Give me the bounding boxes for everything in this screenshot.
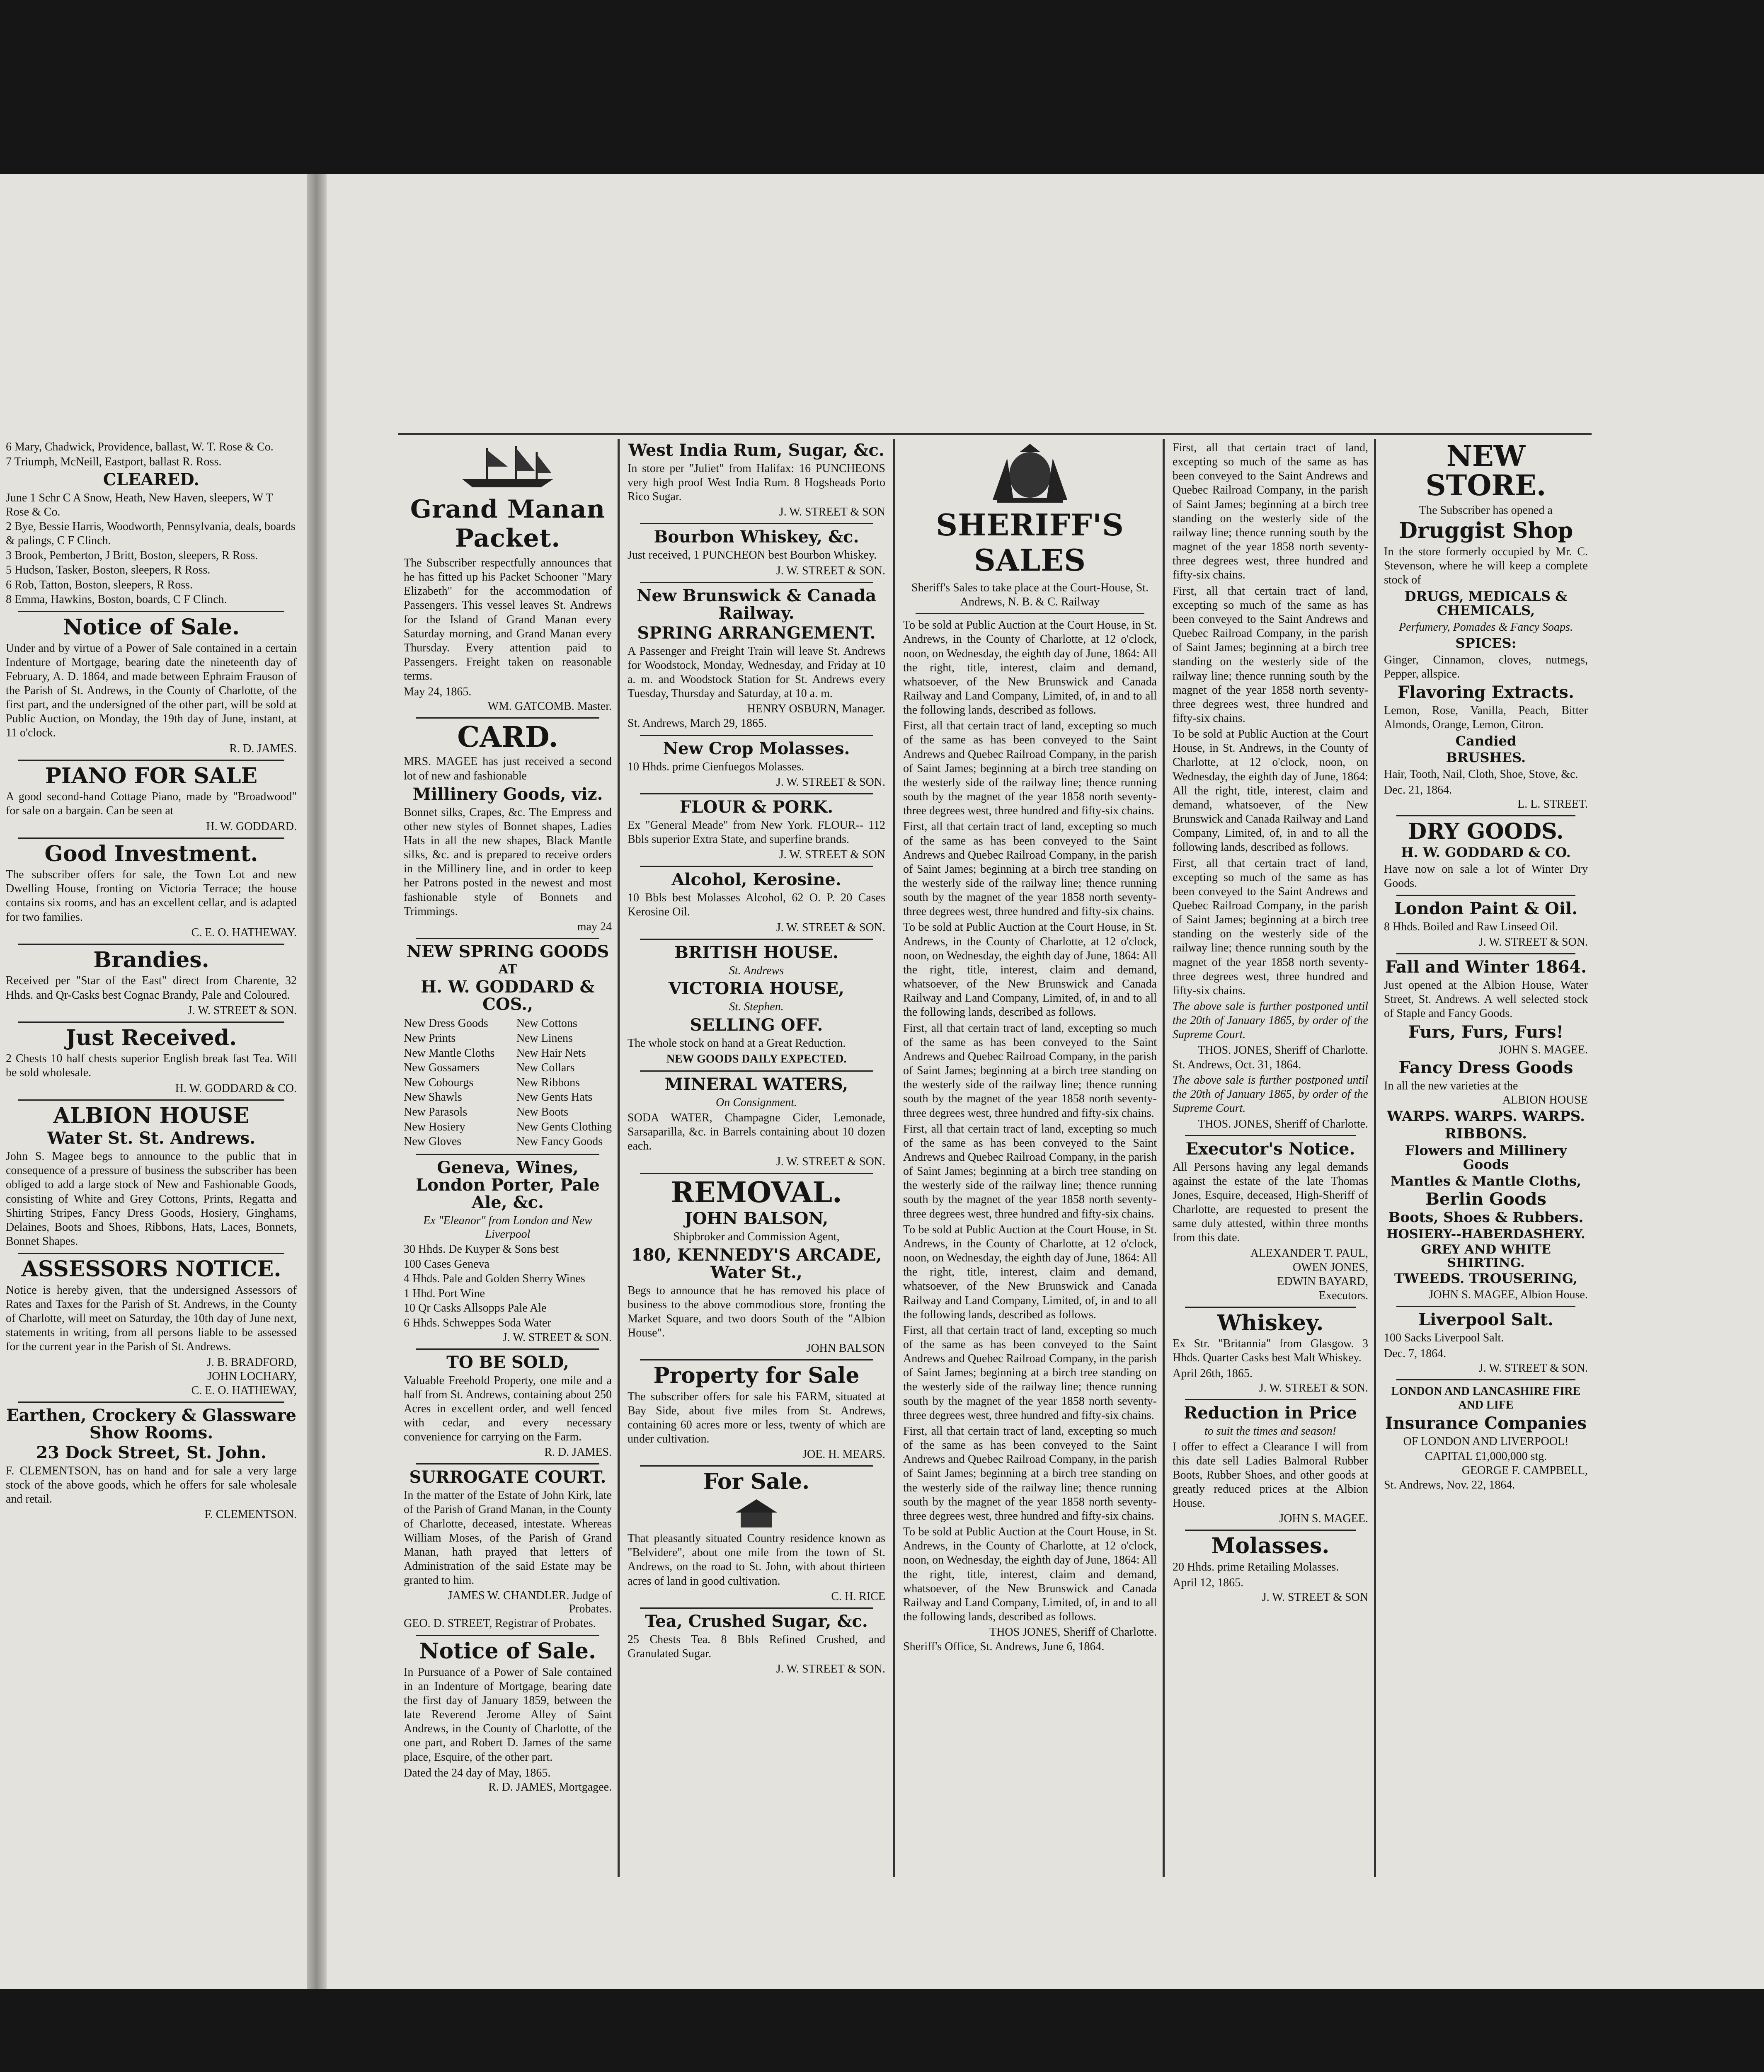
ad-signature: JAMES W. CHANDLER. Judge of Probates. [448, 1589, 612, 1616]
ad-title: ALBION HOUSE [53, 1103, 250, 1128]
list-item: New Gents Clothing [516, 1120, 612, 1133]
ad-subtitle: St. Andrews [729, 964, 784, 977]
ad-body: Ginger, Cinnamon, cloves, nutmegs, Pepper, allspice. [1384, 653, 1588, 680]
divider [416, 1154, 599, 1155]
divider [18, 760, 284, 761]
divider [416, 717, 599, 719]
ad-title: Geneva, Wines, London Porter, Pale Ale, &c. [416, 1157, 600, 1212]
ad-body: The subscriber offers for sale his FARM, situated at Bay Side, about five miles from St. Andrews, containing 60 acres more or less, twenty of which are under cultivation. [628, 1390, 885, 1446]
ad-body: The above sale is further postponed until the 20th of January 1865, by order of the Supreme Court. [1173, 1074, 1368, 1115]
column-left [0, 439, 303, 1890]
ad-subtitle: AT [499, 962, 517, 977]
ad-title: Alcohol, Kerosine. [671, 870, 841, 890]
ad-signature: JOHN BALSON [806, 1342, 885, 1355]
ad-date: Dec. 21, 1864. [1384, 783, 1452, 796]
ad-subtitle: SPICES: [1455, 635, 1517, 651]
ad-signature: EDWIN BAYARD, [1277, 1275, 1368, 1288]
spring-goods-right [516, 1016, 612, 1149]
divider [18, 944, 284, 945]
ad-signature: GEORGE F. CAMPBELL, [1461, 1464, 1588, 1477]
list-item: New Prints [404, 1032, 456, 1045]
ad-body: To be sold at Public Auction at the Court House, in St. Andrews, in the County of Charlotte, at 12 o'clock, noon, on Wednesday, the eighth day of June, 1864: All the right, title, interest, claim and demand, whatsoever, of the New Brunswick and Canada Railway and Land Company, Limited, of, in and to all the following lands, described as follows. [903, 1525, 1157, 1623]
ad-body: Bonnet silks, Crapes, &c. The Empress and other new styles of Bonnet shapes, Ladies Hats in all the new shapes, Black Mantle silks, &c. and is prepared to receive orders in the Millinery line, and in order to keep her Patrons posted in the newest and most fashionable style of Bonnets and Trimmings. [404, 806, 612, 918]
ad-signature: JOHN LOCHARY, [207, 1370, 297, 1383]
ad-body: 25 Chests Tea. 8 Bbls Refined Crushed, and Granulated Sugar. [628, 1633, 885, 1660]
cleared-line: June 1 Schr C A Snow, Heath, New Haven, sleepers, W T Rose & Co. [6, 491, 273, 518]
list-item: 1 Hhd. Port Wine [404, 1287, 485, 1300]
divider [1185, 1307, 1356, 1308]
ad-body: Valuable Freehold Property, one mile and a half from St. Andrews, containing about 250 Acres in excellent order, and well fenced with cedar, and every necessary convenience for carrying on the Farm. [404, 1374, 612, 1444]
ad-body: 20 Hhds. prime Retailing Molasses. [1173, 1561, 1339, 1574]
ad-body: First, all that certain tract of land, excepting so much of the same as has been conveyed to the Saint Andrews and Quebec Railroad Company, in the parish of Saint James; beginning at a birch tree standing on the westerly side of the railway line; thence running south by the magnet of the year 1858 north seventy-three degrees west, three hundred and fifty-six chains. [1173, 857, 1368, 997]
ad-body: Have now on sale a lot of Winter Dry Goods. [1384, 862, 1588, 890]
list-item: New Gossamers [404, 1061, 480, 1075]
ad-title: TWEEDS. TROUSERING, [1394, 1271, 1578, 1287]
ad-signature: GEO. D. STREET, Registrar of Probates. [404, 1617, 596, 1630]
ad-signature: J. W. STREET & SON [1262, 1590, 1368, 1604]
ad-title: GREY AND WHITE SHIRTING. [1421, 1242, 1551, 1270]
ad-body: 100 Sacks Liverpool Salt. [1384, 1331, 1504, 1345]
ad-title: SELLING OFF. [690, 1015, 823, 1035]
divider [640, 793, 873, 794]
divider [640, 1070, 873, 1072]
divider [18, 1021, 284, 1023]
list-item: 6 Hhds. Schweppes Soda Water [404, 1316, 551, 1329]
ad-body: The above sale is further postponed until the 20th of January 1865, by order of the Supreme Court. [1173, 1000, 1368, 1041]
divider [416, 1463, 599, 1464]
ad-title: Boots, Shoes & Rubbers. [1388, 1209, 1584, 1226]
ad-body: All Persons having any legal demands against the estate of the late Thomas Jones, Esquire, deceased, High-Sheriff of Charlotte, are requested to present the same duly attested, within three months from this date. [1173, 1160, 1368, 1244]
ad-signature: THOS JONES, Sheriff of Charlotte. [989, 1626, 1157, 1639]
ad-title: Whiskey. [1217, 1310, 1324, 1336]
ad-body: Begs to announce that he has removed his place of business to the above commodious store, fronting the Market Square, and two doors South of the "Albion House". [628, 1284, 885, 1340]
ad-signature: C. E. O. HATHEWAY. [191, 926, 297, 939]
list-item: 10 Qr Casks Allsopps Pale Ale [404, 1302, 547, 1315]
divider [416, 1348, 599, 1350]
ad-title: Molasses. [1211, 1533, 1330, 1559]
ad-signature: J. W. STREET & SON. [776, 1662, 885, 1675]
ad-body: In the matter of the Estate of John Kirk, late of the Parish of Grand Manan, in the County of Charlotte, deceased, intestate. Whereas William Moses, of the Parish of Grand Manan, hath prayed that letters of Administration of the said Estate may be granted to him. [404, 1489, 612, 1587]
ad-title: SHERIFF'S SALES [936, 507, 1124, 578]
ad-title: Notice of Sale. [419, 1639, 596, 1664]
ad-title: Fall and Winter 1864. [1385, 957, 1587, 977]
divider [916, 613, 1144, 614]
ad-signature: J. W. STREET & SON. [1259, 1382, 1368, 1395]
ad-signature: J. W. STREET & SON. [776, 921, 885, 934]
ad-body: Hair, Tooth, Nail, Cloth, Shoe, Stove, &c. [1384, 767, 1578, 781]
ad-body: First, all that certain tract of land, excepting so much of the same as has been conveyed to the Saint Andrews and Quebec Railroad Company, in the parish of Saint James; beginning at a birch tree standing on the westerly side of the railway line; thence running south by the magnet of the year 1858 north seventy-three degrees west, three hundred and fifty-six chains. [903, 820, 1157, 918]
ad-title: Insurance Companies [1385, 1413, 1587, 1433]
ad-body: To be sold at Public Auction at the Court House, in St. Andrews, in the County of Charlotte, at 12 o'clock, noon, on Wednesday, the eighth day of June, 1864: All the right, title, interest, claim and demand, whatsoever, of the New Brunswick and Canada Railway and Land Company, Limited, of, in and to all the following lands, described as follows. [903, 1223, 1157, 1321]
ad-subtitle: Sheriff's Sales to take place at the Court-House, St. Andrews, N. B. & C. Railway [911, 581, 1149, 608]
ad-body: In all the new varieties at the [1384, 1079, 1518, 1092]
divider [416, 938, 599, 939]
ad-title: Bourbon Whiskey, &c. [654, 527, 859, 547]
ad-title: Druggist Shop [1398, 518, 1573, 544]
column-rule [893, 439, 895, 1877]
ad-title: Reduction in Price [1184, 1403, 1357, 1423]
list-item: New Parasols [404, 1106, 468, 1119]
ad-title: MINERAL WATERS, [664, 1074, 848, 1094]
shipping-line: 6 Mary, Chadwick, Providence, ballast, W. T. Rose & Co. [6, 441, 274, 453]
ad-title: Earthen, Crockery & Glassware Show Rooms. [6, 1405, 296, 1443]
cleared-line: 2 Bye, Bessie Harris, Woodworth, Pennsylvania, deals, boards & palings, C F Clinch. [6, 520, 296, 547]
ad-signature: C. E. O. HATHEWAY, [191, 1384, 297, 1397]
ad-signature: J. W. STREET & SON. [1478, 936, 1588, 949]
list-item: New Ribbons [516, 1076, 580, 1089]
ad-body: Just opened at the Albion House, Water Street, St. Andrews. A well selected stock of Staple and Fancy Goods. [1384, 979, 1588, 1020]
ad-title: Good Investment. [44, 841, 258, 867]
ad-body: John S. Magee begs to announce to the public that in consequence of a pressure of business the subscriber has been obliged to add a large stock of New and Fashionable Goods, consisting of White and Grey Cottons, Prints, Regatta and Shirting Stripes, Fancy Dress Goods, Hosiery, Ginghams, Delaines, Boots and Shoes, Ribbons, Hats, Laces, Bonnets, Bonnet Shapes. [6, 1150, 297, 1248]
ad-body: 2 Chests 10 half chests superior English break fast Tea. Will be sold wholesale. [6, 1052, 297, 1080]
ad-body: First, all that certain tract of land, excepting so much of the same as has been conveyed to the Saint Andrews and Quebec Railroad Company, in the parish of Saint James; beginning at a birch tree standing on the westerly side of the railway line; thence running south by the magnet of the year 1858 north seventy-three degrees west, three hundred and fifty-six chains. [903, 719, 1157, 818]
ad-body: The subscriber offers for sale, the Town Lot and new Dwelling House, fronting on Victoria Terrace; the house contains six rooms, and has an excellent cellar, and is adapted for two families. [6, 868, 297, 924]
ad-subtitle: JOHN BALSON, [684, 1209, 829, 1229]
ad-body: SODA WATER, Champagne Cider, Lemonade, Sarsaparilla, &c. in Barrels containing about 10 dozen each. [628, 1111, 885, 1153]
ad-title: Executor's Notice. [1185, 1139, 1355, 1159]
ad-body: 10 Bbls best Molasses Alcohol, 62 O. P. 20 Cases Kerosine Oil. [628, 891, 885, 919]
ad-title: FLOUR & PORK. [679, 797, 834, 817]
ad-subtitle: Ex "Eleanor" from London and New Liverpool [423, 1214, 592, 1241]
newspaper-page [0, 174, 1764, 1989]
ad-body: In Pursuance of a Power of Sale contained in an Indenture of Mortgage, bearing date the first day of January 1859, between the late Reverend Jerome Alley of Saint Andrews, in the County of Charlotte, of the one part, and Robert D. James of the same place, Esquire, of the other part. [404, 1665, 612, 1764]
ad-date: St. Andrews, Nov. 22, 1864. [1384, 1479, 1515, 1492]
column-2 [398, 439, 618, 1890]
ad-title: Brandies. [93, 947, 209, 973]
ad-date: Sheriff's Office, St. Andrews, June 6, 1864. [903, 1640, 1105, 1653]
ad-date: St. Andrews, Oct. 31, 1864. [1173, 1058, 1301, 1071]
ad-body: I offer to effect a Clearance I will from this date sell Ladies Balmoral Rubber Boots, Rubber Shoes, and other goods at greatly reduced prices at the Albion House. [1173, 1440, 1368, 1510]
divider [18, 838, 284, 839]
divider [640, 1607, 873, 1609]
ad-signature: J. W. STREET & SON. [502, 1331, 612, 1344]
ad-subtitle: OF LONDON AND LIVERPOOL! [1403, 1435, 1569, 1448]
ad-signature: J. B. BRADFORD, [206, 1356, 297, 1369]
divider [640, 866, 873, 867]
ad-body: A good second-hand Cottage Piano, made by "Broadwood" for sale on a bargain. Can be seen at [6, 790, 297, 818]
ad-title: RIBBONS. [1444, 1125, 1527, 1142]
ad-subtitle: Perfumery, Pomades & Fancy Soaps. [1399, 620, 1573, 634]
list-item: New Fancy Goods [516, 1135, 603, 1148]
column-3 [622, 439, 891, 1890]
ad-date: may 24 [577, 920, 612, 933]
ad-signature: J. W. STREET & SON [779, 848, 885, 862]
list-item: New Linens [516, 1032, 573, 1045]
ad-title: Property for Sale [653, 1363, 860, 1389]
ad-body: In the store formerly occupied by Mr. C. Stevenson, where he will keep a complete stock of [1384, 545, 1588, 587]
ad-signature: ALBION HOUSE [1502, 1094, 1588, 1107]
ad-subtitle: On Consignment. [716, 1096, 797, 1109]
ad-subtitle: BRUSHES. [1446, 750, 1526, 766]
divider [1396, 1379, 1575, 1380]
ad-signature: J. W. STREET & SON. [187, 1004, 297, 1017]
ad-body: Just received, 1 PUNCHEON best Bourbon Whiskey. [628, 549, 877, 562]
ad-signature: R. D. JAMES, Mortgagee. [488, 1781, 612, 1794]
shipping-line: 7 Triumph, McNeill, Eastport, ballast R. Ross. [6, 455, 222, 468]
ad-title: VICTORIA HOUSE, [669, 979, 844, 999]
ad-body: First, all that certain tract of land, excepting so much of the same as has been conveyed to the Saint Andrews and Quebec Railroad Company, in the parish of Saint James; beginning at a birch tree standing on the westerly side of the railway line; thence running south by the magnet of the year 1858 north seventy-three degrees west, three hundred and fifty-six chains. [1173, 441, 1368, 582]
ad-body: The Subscriber respectfully announces that he has fitted up his Packet Schooner "Mary Elizabeth" for the accommodation of Passengers. This vessel leaves St. Andrews for the Island of Grand Manan every Saturday morning, and Grand Manan every Thursday. Every attention paid to Passengers. Freight taken on reasonable terms. [404, 557, 612, 683]
ad-title: REMOVAL. [671, 1176, 842, 1209]
ad-title: WARPS. WARPS. WARPS. [1387, 1108, 1585, 1125]
list-item: New Hosiery [404, 1120, 465, 1133]
ad-signature: J. W. STREET & SON. [776, 776, 885, 789]
ad-body: MRS. MAGEE has just received a second lot of new and fashionable [404, 755, 612, 782]
ad-title: Fancy Dress Goods [1398, 1058, 1573, 1077]
ad-signature: R. D. JAMES. [229, 742, 297, 755]
ad-title: Flowers and Millinery Goods [1405, 1143, 1567, 1173]
house-icon [732, 1496, 781, 1529]
list-item: New Cottons [516, 1017, 577, 1030]
ad-date: April 26th, 1865. [1173, 1367, 1253, 1380]
ad-signature: JOE. H. MEARS. [802, 1448, 885, 1461]
ad-title: Liverpool Salt. [1418, 1310, 1553, 1330]
ad-signature: Executors. [1319, 1289, 1368, 1302]
column-rule [1163, 439, 1165, 1877]
ad-signature: J. W. STREET & SON. [1478, 1361, 1588, 1375]
top-rule [398, 433, 1592, 435]
ad-title: Notice of Sale. [63, 614, 240, 640]
ad-signature: JOHN S. MAGEE, Albion House. [1429, 1288, 1588, 1302]
ad-title: Berlin Goods [1425, 1189, 1546, 1209]
ad-signature: J. W. STREET & SON [779, 506, 885, 519]
ad-subtitle: St. Stephen. [729, 1000, 784, 1014]
ad-subtitle: Water St. St. Andrews. [47, 1128, 256, 1148]
ad-signature: F. CLEMENTSON. [204, 1508, 297, 1521]
divider [1185, 1530, 1356, 1531]
ad-body: First, all that certain tract of land, excepting so much of the same as has been conveyed to the Saint Andrews and Quebec Railroad Company, in the parish of Saint James; beginning at a birch tree standing on the westerly side of the railway line; thence running south by the magnet of the year 1858 north seventy-three degrees west, three hundred and fifty-six chains. [903, 1122, 1157, 1220]
ad-body: Ex "General Meade" from New York. FLOUR-- 112 Bbls superior Extra State, and superfine brands. [628, 819, 885, 846]
cleared-heading: CLEARED. [103, 470, 200, 490]
divider [640, 582, 873, 583]
list-item: New Gents Hats [516, 1091, 593, 1104]
list-item: New Dress Goods [404, 1017, 488, 1030]
divider [1396, 1306, 1575, 1307]
ad-subtitle: Flavoring Extracts. [1398, 683, 1574, 702]
ad-signature: JOHN S. MAGEE. [1499, 1043, 1588, 1056]
ad-signature: H. W. GODDARD. [206, 820, 297, 833]
ad-title: Grand Manan Packet. [410, 495, 606, 553]
divider [640, 523, 873, 524]
ad-signature: OWEN JONES, [1293, 1261, 1368, 1274]
ad-signature: ALEXANDER T. PAUL, [1250, 1247, 1368, 1260]
ad-body: First, all that certain tract of land, excepting so much of the same as has been conveyed to the Saint Andrews and Quebec Railroad Company, in the parish of Saint James; beginning at a birch tree standing on the westerly side of the railway line; thence running south by the magnet of the year 1858 north seventy-three degrees west, three hundred and fifty-six chains. [903, 1324, 1157, 1422]
ad-date: St. Andrews, March 29, 1865. [628, 717, 767, 730]
divider [18, 611, 284, 612]
ad-title: New Crop Molasses. [663, 738, 850, 758]
list-item: New Gloves [404, 1135, 462, 1148]
ad-body: F. CLEMENTSON, has on hand and for sale a very large stock of the above goods, which he offers for sale wholesale and retail. [6, 1464, 297, 1506]
ad-subtitle: Shipbroker and Commission Agent, [673, 1230, 840, 1244]
ad-title: TO BE SOLD, [446, 1352, 569, 1372]
ad-title: NEW STORE. [1425, 440, 1546, 503]
ad-signature: WM. GATCOMB. Master. [487, 700, 612, 713]
divider [1185, 1135, 1356, 1136]
column-5 [1167, 439, 1374, 1890]
spring-goods-list [404, 1016, 612, 1149]
ad-body: 10 Hhds. prime Cienfuegos Molasses. [628, 760, 804, 773]
ad-title: DRY GOODS. [1408, 819, 1564, 845]
ad-signature: C. H. RICE [831, 1590, 885, 1603]
divider [18, 1402, 284, 1403]
cleared-line: 8 Emma, Hawkins, Boston, boards, C F Clinch. [6, 593, 227, 606]
ad-title: Mantles & Mantle Cloths, [1391, 1173, 1581, 1189]
ad-body: That pleasantly situated Country residence known as "Belvidere", about one mile from the town of St. Andrews, on the road to St. John, with about thirteen acres of land in good cultivation. [628, 1532, 885, 1588]
column-6 [1378, 439, 1594, 1890]
divider [416, 1635, 599, 1636]
divider [640, 1359, 873, 1360]
ad-body: 8 Hhds. Boiled and Raw Linseed Oil. [1384, 920, 1558, 933]
ad-subtitle: H. W. GODDARD & COS., [421, 977, 595, 1014]
ad-body: First, all that certain tract of land, excepting so much of the same as has been conveyed to the Saint Andrews and Quebec Railroad Company, in the parish of Saint James; beginning at a birch tree standing on the westerly side of the railway line; thence running south by the magnet of the year 1858 north seventy-three degrees west, three hundred and fifty-six chains. [1173, 584, 1368, 725]
ad-title: HOSIERY--HABERDASHERY. [1386, 1227, 1585, 1242]
ad-subtitle: H. W. GODDARD & CO. [1401, 844, 1571, 860]
ad-title: London Paint & Oil. [1394, 898, 1578, 918]
list-item: New Collars [516, 1061, 575, 1075]
divider [640, 1173, 873, 1174]
ad-subtitle: SPRING ARRANGEMENT. [637, 623, 876, 643]
ad-title: BRITISH HOUSE. [674, 942, 838, 962]
ad-date: Dec. 7, 1864. [1384, 1347, 1447, 1360]
cleared-line: 5 Hudson, Tasker, Boston, sleepers, R Ross. [6, 564, 211, 577]
ad-body: Ex Str. "Britannia" from Glasgow. 3 Hhds. Quarter Casks best Malt Whiskey. [1173, 1337, 1368, 1365]
divider [18, 1099, 284, 1101]
column-rule [1374, 439, 1376, 1877]
ad-body: Notice is hereby given, that the undersigned Assessors of Rates and Taxes for the Parish of St. Andrews, in the County of Charlotte, will meet on Saturday, the 10th day of June next, statements in writing, from all persons liable to be assessed for the current year in the Parish of St. Andrews. [6, 1283, 297, 1353]
ad-subtitle: Candied [1455, 733, 1517, 749]
ad-title: NEW SPRING GOODS [406, 942, 609, 961]
ad-body: The Subscriber has opened a [1419, 503, 1553, 517]
list-item: New Boots [516, 1106, 569, 1119]
ad-title: New Brunswick & Canada Railway. [636, 586, 877, 623]
ad-signature: J. W. STREET & SON. [776, 1155, 885, 1168]
ad-body: To be sold at Public Auction at the Court House, in St. Andrews, in the County of Charlotte, at 12 o'clock, noon, on Wednesday, the eighth day of June, 1864: All the right, title, interest, claim and demand, whatsoever, of the New Brunswick and Canada Railway and Land Company, Limited, of, in and to all the following lands, described as follows. [1173, 728, 1368, 854]
divider [640, 1465, 873, 1467]
divider [1396, 815, 1575, 816]
ad-signature: JOHN S. MAGEE. [1279, 1512, 1368, 1525]
ad-title: Tea, Crushed Sugar, &c. [645, 1611, 868, 1631]
ad-subtitle: LONDON AND LANCASHIRE FIRE AND LIFE [1391, 1385, 1581, 1412]
list-item: New Hair Nets [516, 1046, 586, 1060]
divider [640, 735, 873, 736]
ad-subtitle: 23 Dock Street, St. John. [36, 1443, 267, 1462]
ad-signature: J. W. STREET & SON. [776, 564, 885, 577]
ad-date: May 24, 1865. [404, 685, 472, 699]
ad-date: April 12, 1865. [1173, 1576, 1244, 1590]
ad-body: The whole stock on hand at a Great Reduction. [628, 1036, 846, 1050]
divider [1185, 1399, 1356, 1400]
ship-icon [454, 442, 562, 491]
ad-title: Furs, Furs, Furs! [1408, 1022, 1564, 1042]
ad-body: Received per "Star of the East" direct from Charente, 32 Hhds. and Qr-Casks best Cognac Brandy, Pale and Coloured. [6, 974, 297, 1002]
list-item: 30 Hhds. De Kuyper & Sons best [404, 1242, 559, 1256]
cleared-line: 6 Rob, Tatton, Boston, sleepers, R Ross. [6, 578, 193, 591]
list-item: 100 Cases Geneva [404, 1257, 489, 1271]
ad-signature: R. D. JAMES. [544, 1446, 612, 1459]
ad-title: Just Received. [65, 1025, 237, 1051]
ad-subtitle: 180, KENNEDY'S ARCADE, Water St., [631, 1245, 882, 1282]
ad-title: PIANO FOR SALE [45, 763, 258, 789]
ad-subtitle: CAPITAL £1,000,000 stg. [1425, 1450, 1547, 1463]
ad-subtitle: to suit the times and season! [1204, 1425, 1337, 1438]
ad-signature: H. W. GODDARD & CO. [175, 1082, 297, 1095]
ad-subtitle: DRUGS, MEDICALS & CHEMICALS, [1404, 588, 1568, 619]
list-item: New Shawls [404, 1091, 462, 1104]
ad-title: CARD. [457, 721, 558, 754]
ad-body: To be sold at Public Auction at the Court House, in St. Andrews, in the County of Charlotte, at 12 o'clock, noon, on Wednesday, the eighth day of June, 1864: All the right, title, interest, claim and demand, whatsoever, of the New Brunswick and Canada Railway and Land Company, Limited, of, in and to all the following lands, described as follows. [903, 921, 1157, 1019]
royal-coat-of-arms-icon [968, 442, 1092, 504]
ad-signature: HENRY OSBURN, Manager. [747, 702, 885, 716]
list-item: New Cobourgs [404, 1076, 474, 1089]
ad-body: Lemon, Rose, Vanilla, Peach, Bitter Almonds, Orange, Lemon, Citron. [1384, 704, 1588, 731]
page-fold [307, 174, 327, 1989]
ad-signature: L. L. STREET. [1517, 798, 1588, 811]
ad-body: First, all that certain tract of land, excepting so much of the same as has been conveyed to the Saint Andrews and Quebec Railroad Company, in the parish of Saint James; beginning at a birch tree standing on the westerly side of the railway line; thence running south by the magnet of the year 1858 north seventy-three degrees west, three hundred and fifty-six chains. [903, 1424, 1157, 1523]
column-4 [897, 439, 1163, 1890]
ad-body: NEW GOODS DAILY EXPECTED. [666, 1052, 847, 1065]
cleared-line: 3 Brook, Pemberton, J Britt, Boston, sleepers, R Ross. [6, 549, 258, 562]
list-item: New Mantle Cloths [404, 1046, 495, 1060]
ad-title: ASSESSORS NOTICE. [21, 1256, 281, 1282]
ad-signature: THOS. JONES, Sheriff of Charlotte. [1198, 1043, 1368, 1057]
ad-date: Dated the 24 day of May, 1865. [404, 1766, 551, 1779]
ad-body: Under and by virtue of a Power of Sale contained in a certain Indenture of Mortgage, bearing date the nineteenth day of February, A. D. 1864, and made between Ephraim Frauson of the Parish of St. Andrews, in the County of Charlotte, of the first part, and the undersigned of the other part, will be sold at Public Auction, on Monday, the 19th day of June, instant, at 11 o'clock. [6, 641, 297, 740]
ad-body: A Passenger and Freight Train will leave St. Andrews for Woodstock, Monday, Wednesday, and Friday at 10 a. m. and Woodstock Station for St. Andrews every Tuesday, Thursday and Saturday, at 10 a. m. [628, 644, 885, 700]
ad-body: First, all that certain tract of land, excepting so much of the same as has been conveyed to the Saint Andrews and Quebec Railroad Company, in the parish of Saint James; beginning at a birch tree standing on the westerly side of the railway line; thence running south by the magnet of the year 1858 north seventy-three degrees west, three hundred and fifty-six chains. [903, 1021, 1157, 1120]
divider [640, 939, 873, 940]
divider [1396, 953, 1575, 954]
ad-title: SURROGATE COURT. [409, 1467, 606, 1487]
ad-title: For Sale. [703, 1469, 810, 1495]
ad-body: To be sold at Public Auction at the Court House, in St. Andrews, in the County of Charlotte, at 12 o'clock, noon, on Wednesday, the eighth day of June, 1864: All the right, title, interest, claim and demand, whatsoever, of the New Brunswick and Canada Railway and Land Company, Limited, of, in and to all the following lands, described as follows. [903, 619, 1157, 717]
ad-title: West India Rum, Sugar, &c. [628, 441, 884, 460]
ad-subtitle: Millinery Goods, viz. [412, 784, 603, 804]
ad-signature: THOS. JONES, Sheriff of Charlotte. [1198, 1117, 1368, 1130]
ad-body: In store per "Juliet" from Halifax: 16 PUNCHEONS very high proof West India Rum. 8 Hogsheads Porto Rico Sugar. [628, 462, 885, 503]
divider [18, 1253, 284, 1254]
spring-goods-left [404, 1016, 494, 1149]
column-rule [618, 439, 620, 1877]
list-item: 4 Hhds. Pale and Golden Sherry Wines [404, 1272, 585, 1285]
divider [1396, 895, 1575, 896]
